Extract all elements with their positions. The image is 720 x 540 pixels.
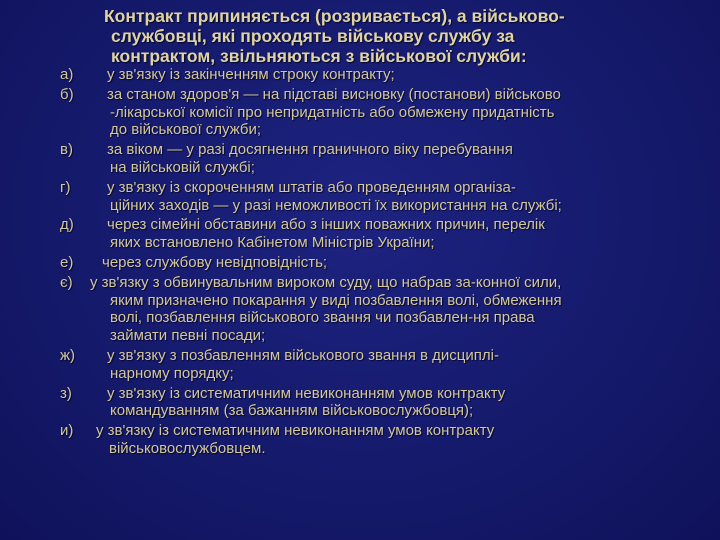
list-item-d — [0, 216, 720, 252]
list-item-h — [0, 179, 720, 215]
item-text-line: через сімейні обставини або з інших поважних причин, перелік — [107, 216, 545, 234]
item-marker: з) — [60, 384, 72, 402]
item-text-line: у зв'язку із систематичним невиконанням умов контракту — [96, 422, 495, 440]
item-text-line: військовослужбовцем. — [109, 439, 266, 457]
list-item-y — [0, 422, 720, 458]
list-item-zh — [0, 347, 720, 383]
item-text-line: за станом здоров'я — на підставі висновку (постанови) військово — [107, 85, 561, 103]
title-line-1: Контракт припиняється (розривається), а військово- — [104, 6, 565, 26]
item-text-line: -лікарської комісії про непридатність або обмежену придатність — [110, 103, 555, 121]
item-text-line: на військовій службі; — [110, 158, 255, 176]
item-text-line: займати певні посади; — [110, 327, 266, 345]
item-text-line: за віком — у разі досягнення граничного віку перебування — [107, 141, 513, 159]
title-line-2: службовці, які проходять військову службу за — [111, 26, 515, 46]
item-text-line: у зв'язку із скороченням штатів або проведенням організа- — [107, 178, 516, 196]
item-text-line: ційних заходів — у разі неможливості їх використання на службі; — [110, 196, 562, 214]
list-item-e — [0, 254, 720, 272]
item-text-line: нарному порядку; — [110, 364, 234, 382]
item-marker: ж) — [60, 346, 76, 364]
list-item-a — [0, 66, 720, 84]
item-marker: и) — [60, 422, 74, 440]
item-text-line: у зв'язку з обвинувальним вироком суду, що набрав за-конної сили, — [90, 273, 562, 291]
item-text-line: яким призначено покарання у виді позбавлення волі, обмеження — [110, 291, 562, 309]
item-marker: б) — [60, 85, 74, 103]
item-marker: а) — [60, 66, 74, 83]
item-marker: е) — [60, 253, 74, 271]
item-text-line: у зв'язку із закінченням строку контракту; — [107, 66, 395, 83]
item-text-line: у зв'язку із систематичним невиконанням умов контракту — [107, 384, 506, 402]
title-line-3: контрактом, звільняються з військової служби: — [111, 46, 527, 66]
list-item-ye — [0, 274, 720, 345]
item-marker: д) — [60, 216, 74, 234]
item-marker: г) — [60, 178, 71, 196]
item-text-line: до військової служби; — [110, 121, 262, 139]
item-text-line: командуванням (за бажанням військовослужбовця); — [110, 402, 474, 420]
item-marker: в) — [60, 141, 73, 159]
item-marker: є) — [60, 273, 73, 291]
item-text-line: волі, позбавлення військового звання чи позбавлен-ня права — [110, 309, 535, 327]
item-text-line: через службову невідповідність; — [102, 253, 328, 271]
list-item-v — [0, 141, 720, 177]
list-item-z — [0, 385, 720, 421]
termination-grounds-list — [0, 66, 720, 460]
item-text-line: у зв'язку з позбавленням військового звання в дисциплі- — [107, 346, 499, 364]
slide-title — [104, 6, 704, 66]
list-item-b — [0, 86, 720, 139]
item-text-line: яких встановлено Кабінетом Міністрів України; — [110, 234, 435, 252]
